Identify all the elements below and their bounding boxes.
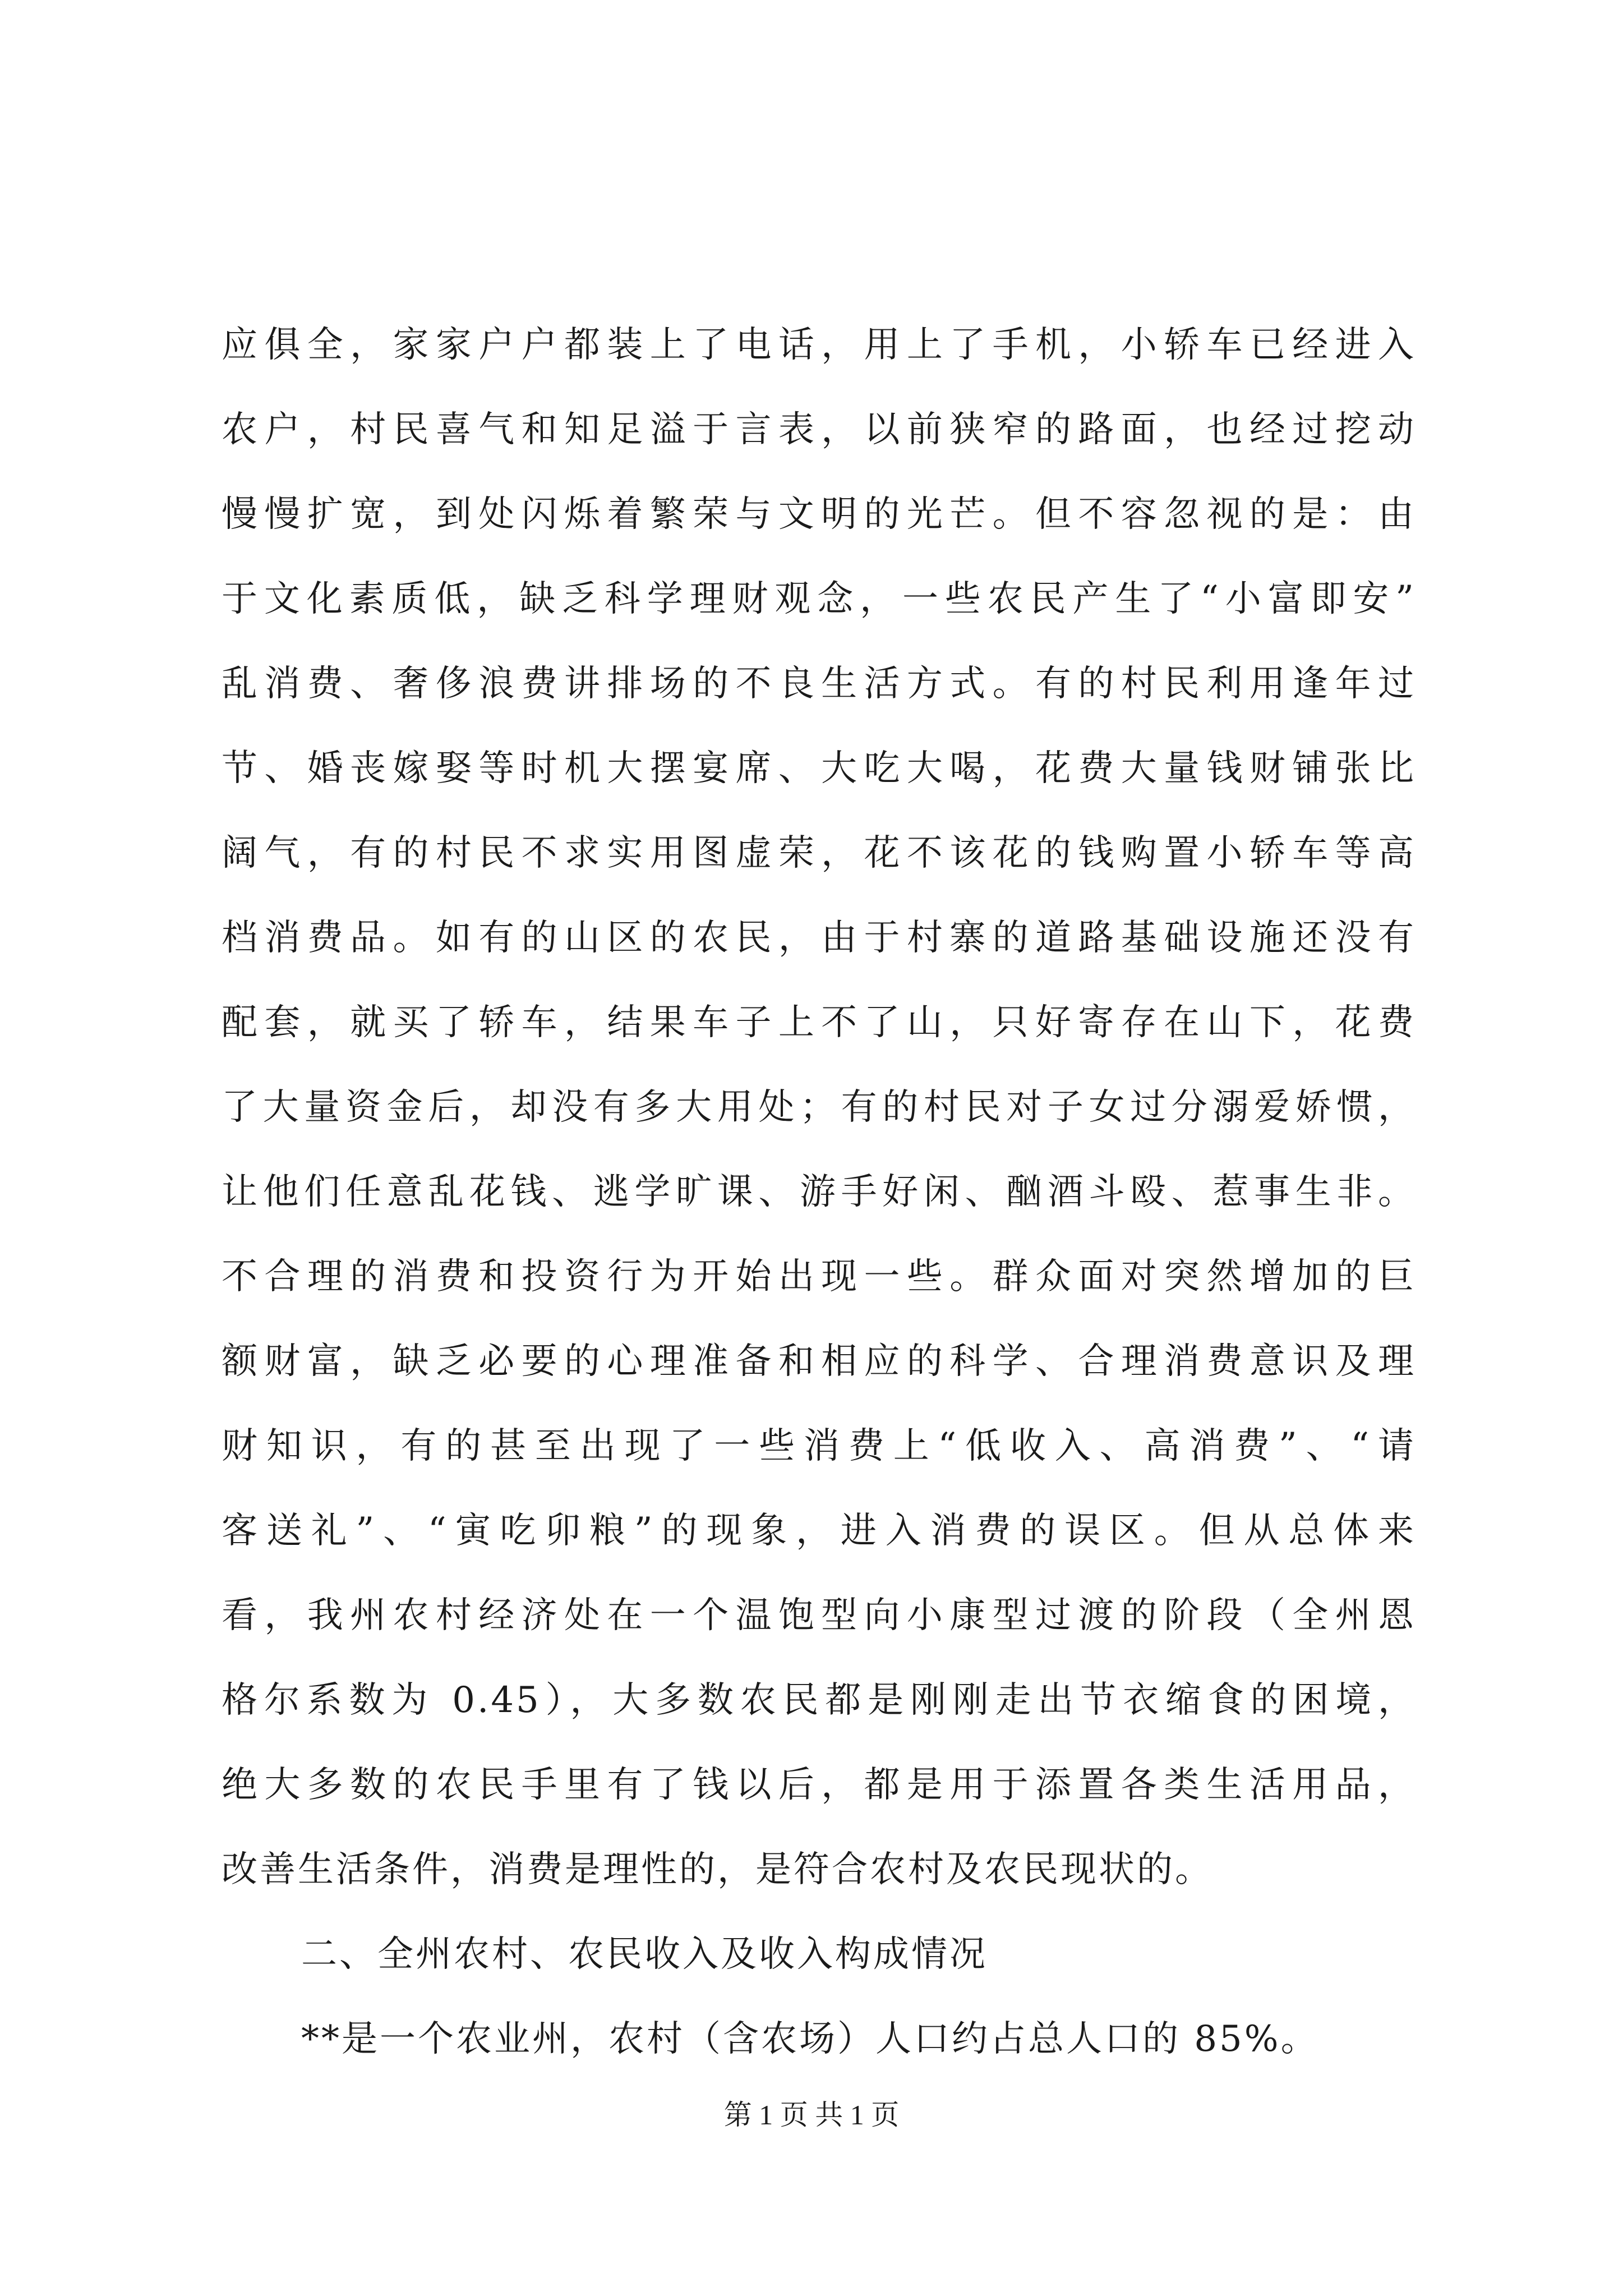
section-heading: 二、全州农村、农民收入及收入构成情况 bbox=[301, 1934, 988, 1975]
text-line: 配套，就买了轿车，结果车子上不了山，只好寄存在山下，花费 bbox=[222, 1002, 1416, 1043]
text-line: 于文化素质低，缺乏科学理财观念，一些农民产生了“小富即安” bbox=[222, 578, 1416, 620]
text-line: 让他们任意乱花钱、逃学旷课、游手好闲、酗酒斗殴、惹事生非。 bbox=[222, 1171, 1416, 1213]
text-line: 绝大多数的农民手里有了钱以后，都是用于添置各类生活用品， bbox=[222, 1764, 1416, 1806]
text-line: **是一个农业州，农村（含农场）人口约占总人口的 85%。 bbox=[301, 2018, 1319, 2060]
text-line: 档消费品。如有的山区的农民，由于村寨的道路基础设施还没有 bbox=[222, 917, 1416, 959]
text-line: 慢慢扩宽，到处闪烁着繁荣与文明的光芒。但不容忽视的是：由 bbox=[222, 494, 1416, 535]
text-line: 看，我州农村经济处在一个温饱型向小康型过渡的阶段（全州恩 bbox=[222, 1595, 1416, 1636]
text-line: 改善生活条件，消费是理性的，是符合农村及农民现状的。 bbox=[222, 1849, 1213, 1890]
text-line: 了大量资金后，却没有多大用处；有的村民对子女过分溺爱娇惯， bbox=[222, 1087, 1416, 1128]
text-line: 财知识，有的甚至出现了一些消费上“低收入、高消费”、“请 bbox=[222, 1425, 1416, 1467]
text-line: 额财富，缺乏必要的心理准备和相应的科学、合理消费意识及理 bbox=[222, 1341, 1416, 1382]
page-footer: 第 1 页 共 1 页 bbox=[723, 2099, 900, 2131]
text-line: 不合理的消费和投资行为开始出现一些。群众面对突然增加的巨 bbox=[222, 1256, 1416, 1297]
text-line: 农户，村民喜气和知足溢于言表，以前狭窄的路面，也经过挖动 bbox=[222, 409, 1416, 450]
text-line: 阔气，有的村民不求实用图虚荣，花不该花的钱购置小轿车等高 bbox=[222, 832, 1416, 874]
body-text bbox=[222, 303, 1416, 2082]
text-line: 应俱全，家家户户都装上了电话，用上了手机，小轿车已经进入 bbox=[222, 324, 1416, 366]
text-line: 乱消费、奢侈浪费讲排场的不良生活方式。有的村民利用逢年过 bbox=[222, 663, 1416, 705]
text-line: 节、婚丧嫁娶等时机大摆宴席、大吃大喝，花费大量钱财铺张比 bbox=[222, 748, 1416, 789]
text-line: 客送礼”、“寅吃卯粮”的现象，进入消费的误区。但从总体来 bbox=[222, 1510, 1416, 1552]
text-line: 格尔系数为 0.45），大多数农民都是刚刚走出节衣缩食的困境， bbox=[222, 1680, 1416, 1721]
